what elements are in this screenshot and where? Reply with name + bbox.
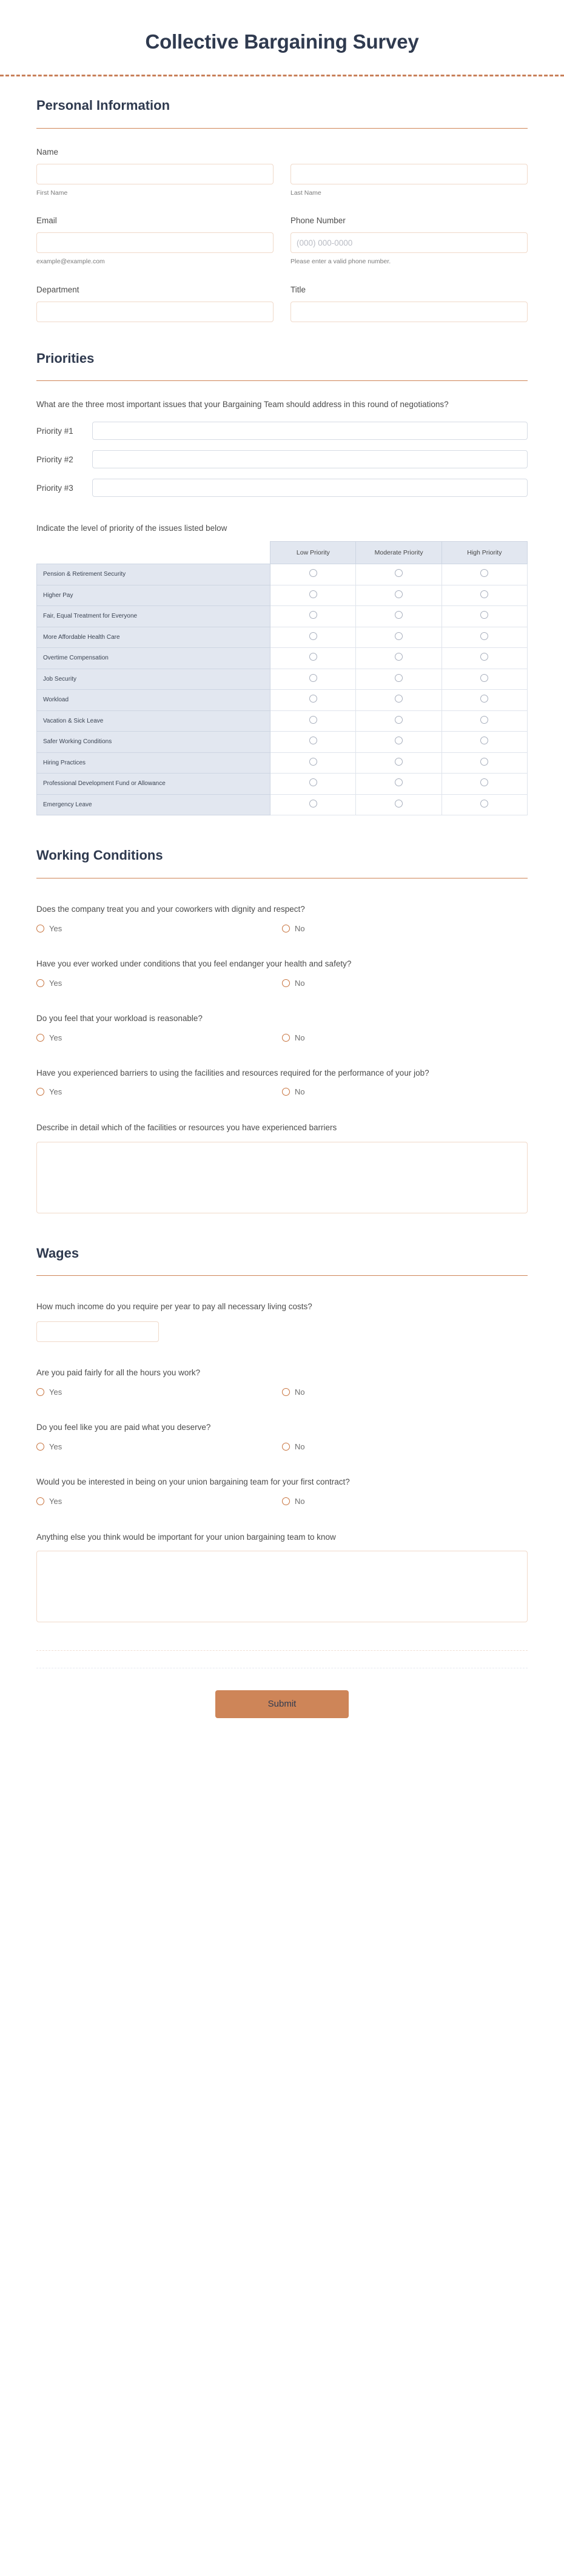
matrix-row-label: Hiring Practices: [37, 752, 270, 774]
section-title-working-conditions: Working Conditions: [36, 848, 163, 863]
section-title-priorities: Priorities: [36, 350, 95, 366]
radio-icon[interactable]: [36, 1088, 44, 1096]
last-name-input[interactable]: [290, 164, 528, 184]
radio-icon[interactable]: [395, 653, 403, 661]
question-text: Do you feel that your workload is reasonable?: [36, 1013, 203, 1023]
radio-icon[interactable]: [480, 611, 488, 619]
radio-option-no[interactable]: [282, 924, 528, 933]
matrix-row: [37, 752, 528, 774]
matrix-radio-cell[interactable]: [441, 627, 527, 648]
radio-icon[interactable]: [36, 1034, 44, 1042]
matrix-row-label: Emergency Leave: [37, 794, 270, 815]
matrix-radio-cell[interactable]: [356, 648, 441, 669]
department-input[interactable]: [36, 302, 274, 322]
yes-no-question-block: [36, 1042, 528, 1097]
question-text: Do you feel like you are paid what you deserve?: [36, 1422, 211, 1432]
matrix-row-label: Fair, Equal Treatment for Everyone: [37, 606, 270, 627]
matrix-radio-cell[interactable]: [270, 648, 356, 669]
last-name-label-spacer: [290, 147, 528, 158]
section-personal-information: [0, 76, 564, 322]
radio-icon[interactable]: [309, 674, 317, 682]
title-input[interactable]: [290, 302, 528, 322]
footer-dividers: [0, 1650, 564, 1668]
anything-else-label: Anything else you think would be important for your union bargaining team to know: [36, 1532, 336, 1542]
matrix-radio-cell[interactable]: [356, 669, 441, 690]
matrix-radio-cell[interactable]: [270, 585, 356, 606]
email-label: Email: [36, 216, 57, 226]
personal-information-header: [36, 76, 528, 129]
describe-barriers-textarea[interactable]: [36, 1142, 528, 1213]
priority-1-label: Priority #1: [36, 426, 73, 436]
priority-row: [36, 450, 528, 468]
matrix-radio-cell[interactable]: [356, 564, 441, 585]
phone-group: [290, 215, 528, 266]
wages-questions: [36, 1342, 528, 1506]
yes-no-question-block: [36, 933, 528, 988]
radio-icon[interactable]: [395, 632, 403, 640]
radio-icon[interactable]: [282, 979, 290, 987]
describe-barriers-label: Describe in detail which of the facilities or resources you have experienced barriers: [36, 1123, 337, 1133]
describe-barriers-group: [36, 1096, 528, 1213]
radio-option-no[interactable]: [282, 1033, 528, 1042]
matrix-row: [37, 585, 528, 606]
matrix-intro-text: Indicate the level of priority of the issues listed below: [36, 524, 227, 533]
radio-option-label: Yes: [49, 1387, 62, 1397]
radio-icon[interactable]: [36, 979, 44, 987]
matrix-radio-cell[interactable]: [356, 794, 441, 815]
yes-no-question-block: [36, 988, 528, 1042]
matrix-radio-cell[interactable]: [270, 752, 356, 774]
matrix-radio-cell[interactable]: [441, 648, 527, 669]
radio-icon[interactable]: [395, 778, 403, 786]
matrix-radio-cell[interactable]: [356, 627, 441, 648]
matrix-head: [37, 542, 528, 564]
radio-icon[interactable]: [480, 737, 488, 744]
matrix-column-high: High Priority: [441, 542, 527, 564]
email-group: [36, 215, 274, 266]
radio-icon[interactable]: [309, 800, 317, 808]
radio-icon[interactable]: [309, 632, 317, 640]
phone-sublabel: Please enter a valid phone number.: [290, 258, 391, 266]
radio-icon[interactable]: [309, 653, 317, 661]
radio-option-label: No: [295, 923, 305, 933]
matrix-radio-cell[interactable]: [441, 774, 527, 795]
radio-icon[interactable]: [480, 800, 488, 808]
department-label: Department: [36, 285, 79, 294]
matrix-radio-cell[interactable]: [441, 690, 527, 711]
question-text: Would you be interested in being on your union bargaining team for your first contract?: [36, 1477, 350, 1486]
matrix-radio-cell[interactable]: [270, 606, 356, 627]
matrix-radio-cell[interactable]: [270, 774, 356, 795]
radio-icon[interactable]: [282, 925, 290, 932]
matrix-row: [37, 794, 528, 815]
last-name-group: [290, 147, 528, 198]
matrix-radio-cell[interactable]: [441, 606, 527, 627]
matrix-radio-cell[interactable]: [441, 564, 527, 585]
radio-icon[interactable]: [480, 758, 488, 766]
priority-2-label: Priority #2: [36, 454, 73, 464]
radio-icon[interactable]: [480, 590, 488, 598]
radio-icon[interactable]: [480, 674, 488, 682]
radio-option-label: No: [295, 1387, 305, 1397]
matrix-radio-cell[interactable]: [441, 669, 527, 690]
radio-icon[interactable]: [309, 737, 317, 744]
matrix-row-label: Safer Working Conditions: [37, 732, 270, 753]
radio-icon[interactable]: [395, 800, 403, 808]
matrix-row-label: Higher Pay: [37, 585, 270, 606]
yes-no-question-block: [36, 878, 528, 933]
radio-icon[interactable]: [282, 1497, 290, 1505]
radio-icon[interactable]: [282, 1088, 290, 1096]
matrix-radio-cell[interactable]: [270, 627, 356, 648]
matrix-radio-cell[interactable]: [356, 710, 441, 732]
radio-icon[interactable]: [282, 1443, 290, 1451]
radio-icon[interactable]: [395, 737, 403, 744]
department-group: [36, 285, 274, 322]
phone-input[interactable]: [290, 232, 528, 253]
radio-option-yes[interactable]: [36, 1387, 282, 1397]
section-priorities: [0, 322, 564, 815]
radio-icon[interactable]: [480, 695, 488, 703]
radio-option-no[interactable]: [282, 1442, 528, 1451]
radio-icon[interactable]: [395, 695, 403, 703]
radio-icon[interactable]: [395, 569, 403, 577]
radio-option-yes[interactable]: [36, 1087, 282, 1096]
radio-icon[interactable]: [480, 716, 488, 724]
priority-1-input[interactable]: [92, 422, 528, 440]
first-name-input[interactable]: [36, 164, 274, 184]
matrix-radio-cell[interactable]: [441, 732, 527, 753]
question-text: Have you experienced barriers to using the facilities and resources required for the performance of your job?: [36, 1068, 429, 1077]
matrix-radio-cell[interactable]: [270, 690, 356, 711]
submit-button[interactable]: Submit: [215, 1690, 349, 1718]
matrix-column-moderate: Moderate Priority: [356, 542, 441, 564]
radio-option-no[interactable]: [282, 1497, 528, 1506]
matrix-row: [37, 627, 528, 648]
submit-area: [0, 1668, 564, 1742]
radio-option-no[interactable]: [282, 1087, 528, 1096]
footer-divider-top: [36, 1650, 528, 1651]
matrix-row: [37, 606, 528, 627]
option-list: [36, 1387, 528, 1397]
priority-row: [36, 422, 528, 440]
question-text: Are you paid fairly for all the hours you work?: [36, 1368, 201, 1378]
radio-option-no[interactable]: [282, 1387, 528, 1397]
matrix-radio-cell[interactable]: [270, 564, 356, 585]
yes-no-question-block: [36, 1342, 528, 1397]
radio-option-label: Yes: [49, 1087, 62, 1097]
radio-icon[interactable]: [309, 611, 317, 619]
priorities-question: What are the three most important issues that your Bargaining Team should address in this round of negotiations?: [36, 400, 449, 410]
income-question-label: How much income do you require per year to pay all necessary living costs?: [36, 1302, 312, 1312]
section-title-wages: Wages: [36, 1245, 79, 1261]
radio-option-no[interactable]: [282, 979, 528, 988]
radio-option-yes[interactable]: [36, 1442, 282, 1451]
priority-matrix-table: [36, 541, 528, 815]
radio-icon[interactable]: [309, 695, 317, 703]
radio-option-label: Yes: [49, 1033, 62, 1042]
matrix-radio-cell[interactable]: [356, 690, 441, 711]
matrix-radio-cell[interactable]: [356, 585, 441, 606]
matrix-row: [37, 690, 528, 711]
email-sublabel: example@example.com: [36, 258, 105, 266]
radio-icon[interactable]: [480, 632, 488, 640]
radio-icon[interactable]: [309, 716, 317, 724]
option-list: [36, 1442, 528, 1451]
radio-option-label: Yes: [49, 923, 62, 933]
yes-no-question-block: [36, 1451, 528, 1506]
working-conditions-questions: [36, 878, 528, 1096]
radio-icon[interactable]: [309, 569, 317, 577]
radio-icon[interactable]: [36, 1388, 44, 1396]
radio-icon[interactable]: [36, 1497, 44, 1505]
radio-option-label: Yes: [49, 1496, 62, 1506]
matrix-header-row: [37, 542, 528, 564]
radio-option-label: Yes: [49, 978, 62, 988]
income-question-group: [36, 1276, 528, 1342]
page-title: Collective Bargaining Survey: [145, 30, 419, 53]
radio-icon[interactable]: [395, 611, 403, 619]
yes-no-question-block: [36, 1397, 528, 1451]
income-input[interactable]: [36, 1321, 159, 1342]
form-header: [0, 0, 564, 75]
radio-option-yes[interactable]: [36, 979, 282, 988]
matrix-row: [37, 648, 528, 669]
option-list: [36, 1087, 528, 1096]
matrix-row-label: Pension & Retirement Security: [37, 564, 270, 585]
title-label: Title: [290, 285, 306, 294]
matrix-corner-cell: [37, 542, 270, 564]
radio-icon[interactable]: [480, 778, 488, 786]
priority-inputs: [36, 422, 528, 497]
radio-icon[interactable]: [36, 925, 44, 932]
radio-option-yes[interactable]: [36, 1033, 282, 1042]
option-list: [36, 979, 528, 988]
radio-option-label: No: [295, 1087, 305, 1097]
radio-option-label: No: [295, 1496, 305, 1506]
option-list: [36, 924, 528, 933]
name-label: Name: [36, 147, 59, 157]
question-text: Have you ever worked under conditions that you feel endanger your health and safety?: [36, 959, 352, 968]
radio-option-label: No: [295, 978, 305, 988]
section-working-conditions: [0, 815, 564, 1213]
matrix-radio-cell[interactable]: [270, 710, 356, 732]
last-name-sublabel: Last Name: [290, 189, 321, 197]
matrix-column-low: Low Priority: [270, 542, 356, 564]
radio-icon[interactable]: [309, 758, 317, 766]
email-input[interactable]: [36, 232, 274, 253]
question-text: Does the company treat you and your coworkers with dignity and respect?: [36, 904, 305, 914]
radio-icon[interactable]: [395, 716, 403, 724]
radio-option-label: Yes: [49, 1441, 62, 1451]
matrix-radio-cell[interactable]: [356, 774, 441, 795]
matrix-row: [37, 732, 528, 753]
matrix-row-label: Professional Development Fund or Allowance: [37, 774, 270, 795]
priority-3-input[interactable]: [92, 479, 528, 497]
matrix-radio-cell[interactable]: [441, 710, 527, 732]
radio-icon[interactable]: [282, 1034, 290, 1042]
priority-3-label: Priority #3: [36, 483, 73, 493]
phone-label: Phone Number: [290, 216, 346, 226]
matrix-radio-cell[interactable]: [441, 752, 527, 774]
radio-icon[interactable]: [395, 758, 403, 766]
matrix-body: [37, 564, 528, 815]
matrix-row: [37, 774, 528, 795]
first-name-sublabel: First Name: [36, 189, 68, 197]
matrix-row-label: Overtime Compensation: [37, 648, 270, 669]
wages-header: [36, 1213, 528, 1276]
matrix-row-label: More Affordable Health Care: [37, 627, 270, 648]
radio-option-yes[interactable]: [36, 1497, 282, 1506]
radio-option-label: No: [295, 1441, 305, 1451]
radio-option-yes[interactable]: [36, 924, 282, 933]
name-field-row: [36, 129, 528, 198]
matrix-row: [37, 564, 528, 585]
matrix-radio-cell[interactable]: [270, 669, 356, 690]
matrix-radio-cell[interactable]: [356, 606, 441, 627]
department-title-field-row: [36, 266, 528, 322]
section-wages: [0, 1213, 564, 1622]
radio-icon[interactable]: [309, 778, 317, 786]
matrix-radio-cell[interactable]: [270, 732, 356, 753]
radio-option-label: No: [295, 1033, 305, 1042]
option-list: [36, 1033, 528, 1042]
section-title-personal-information: Personal Information: [36, 98, 170, 113]
matrix-row-label: Workload: [37, 690, 270, 711]
radio-icon[interactable]: [480, 569, 488, 577]
matrix-row-label: Job Security: [37, 669, 270, 690]
priority-2-input[interactable]: [92, 450, 528, 468]
anything-else-group: [36, 1506, 528, 1622]
matrix-row-label: Vacation & Sick Leave: [37, 710, 270, 732]
title-group: [290, 285, 528, 322]
priorities-header: [36, 322, 528, 382]
matrix-radio-cell[interactable]: [356, 752, 441, 774]
radio-icon[interactable]: [36, 1443, 44, 1451]
email-phone-field-row: [36, 197, 528, 266]
first-name-group: [36, 147, 274, 198]
matrix-radio-cell[interactable]: [270, 794, 356, 815]
option-list: [36, 1497, 528, 1506]
matrix-row: [37, 710, 528, 732]
matrix-radio-cell[interactable]: [356, 732, 441, 753]
radio-icon[interactable]: [395, 590, 403, 598]
matrix-radio-cell[interactable]: [441, 794, 527, 815]
radio-icon[interactable]: [480, 653, 488, 661]
matrix-row: [37, 669, 528, 690]
priority-row: [36, 479, 528, 497]
radio-icon[interactable]: [309, 590, 317, 598]
working-conditions-header: [36, 815, 528, 878]
anything-else-textarea[interactable]: [36, 1551, 528, 1622]
matrix-radio-cell[interactable]: [441, 585, 527, 606]
radio-icon[interactable]: [395, 674, 403, 682]
radio-icon[interactable]: [282, 1388, 290, 1396]
